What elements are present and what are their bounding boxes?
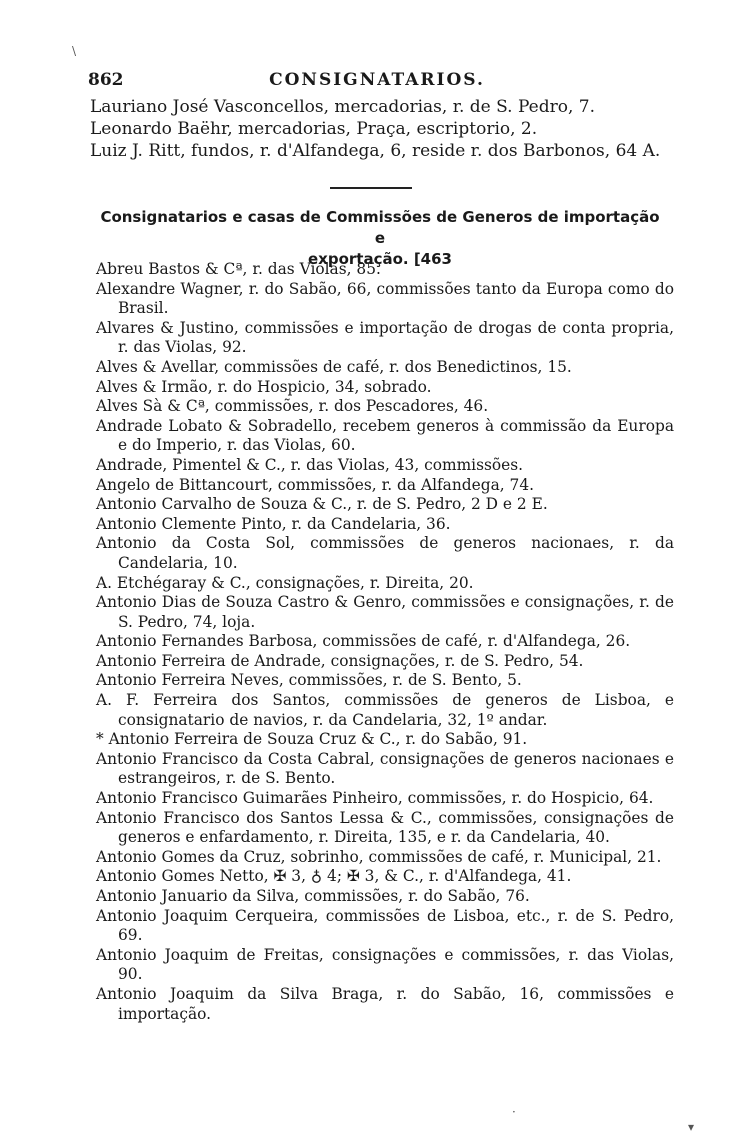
list-item: Antonio Francisco Guimarães Pinheiro, commissões, r. do Hospicio, 64. — [96, 789, 654, 808]
ink-speck: · — [512, 1105, 516, 1119]
consignee-list — [96, 260, 674, 1024]
list-item: Lauriano José Vasconcellos, mercadorias, r. de S. Pedro, 7. — [90, 97, 595, 117]
list-item: Leonardo Baëhr, mercadorias, Praça, escriptorio, 2. — [90, 119, 538, 139]
list-item: Alvares & Justino, commissões e importação de drogas de conta propria, r. das Violas, 92. — [96, 318, 674, 357]
running-title: CONSIGNATARIOS. — [269, 70, 485, 90]
list-item: Antonio Januario da Silva, commissões, r. do Sabão, 76. — [96, 887, 530, 905]
continued-entries — [90, 96, 680, 162]
page-number: 862 — [88, 70, 124, 90]
list-item: Antonio Ferreira de Andrade, consignações, r. de S. Pedro, 54. — [96, 651, 584, 670]
list-item: A. F. Ferreira dos Santos, commissões de generos de Lisboa, e consignatario de navios, r. da Candelaria, 32, 1º andar. — [96, 691, 674, 729]
list-item: Angelo de Bittancourt, commissões, r. da Alfandega, 74. — [96, 475, 535, 494]
section-title-line: exportação. [463 — [308, 250, 452, 268]
list-item: Luiz J. Ritt, fundos, r. d'Alfandega, 6, reside r. dos Barbonos, 64 A. — [90, 141, 661, 161]
list-item: Alves & Irmão, r. do Hospicio, 34, sobrado. — [96, 377, 432, 396]
section-title-line: Consignatarios e casas de Commissões de Generos de importação e — [100, 208, 660, 247]
list-item: Antonio Joaquim Cerqueira, commissões de Lisboa, etc., r. de S. Pedro, 69. — [96, 906, 674, 945]
list-item: Antonio Joaquim da Silva Braga, r. do Sabão, 16, commissões e importação. — [96, 984, 674, 1023]
list-item: Antonio Joaquim de Freitas, consignações e commissões, r. das Violas, 90. — [96, 945, 674, 984]
list-item: Antonio Gomes Netto, ✠ 3, ♁ 4; ✠ 3, & C., r. d'Alfandega, 41. — [96, 867, 572, 886]
list-item: Alves Sà & Cª, commissões, r. dos Pescadores, 46. — [96, 397, 489, 416]
section-divider — [330, 187, 412, 189]
list-item: A. Etchégaray & C., consignações, r. Direita, 20. — [96, 573, 474, 592]
ink-speck: \ — [72, 44, 77, 58]
list-item: * Antonio Ferreira de Souza Cruz & C., r. do Sabão, 91. — [96, 730, 528, 749]
list-item: Antonio Francisco da Costa Cabral, consignações de generos nacionaes e estrangeiros, r. de S. Bento. — [96, 749, 674, 788]
list-item: Abreu Bastos & Cª, r. das Violas, 85. — [96, 260, 381, 278]
list-item: Antonio Dias de Souza Castro & Genro, commissões e consignações, r. de S. Pedro, 74, loja. — [96, 593, 674, 631]
ink-speck: ▾ — [688, 1120, 695, 1134]
list-item: Antonio Gomes da Cruz, sobrinho, commissões de café, r. Municipal, 21. — [96, 847, 662, 866]
list-item: Antonio Clemente Pinto, r. da Candelaria, 36. — [96, 514, 451, 533]
list-item: Antonio da Costa Sol, commissões de generos nacionaes, r. da Candelaria, 10. — [96, 534, 674, 572]
list-item: Alexandre Wagner, r. do Sabão, 66, commissões tanto da Europa como do Brasil. — [96, 279, 674, 318]
page-header — [88, 70, 666, 94]
list-item: Antonio Francisco dos Santos Lessa & C., commissões, consignações de generos e enfardamento, r. Direita, 135, e r. da Candelaria, 40. — [96, 808, 674, 847]
list-item: Antonio Fernandes Barbosa, commissões de café, r. d'Alfandega, 26. — [96, 632, 631, 651]
list-item: Andrade, Pimentel & C., r. das Violas, 43, commissões. — [96, 455, 524, 474]
list-item: Antonio Ferreira Neves, commissões, r. de S. Bento, 5. — [96, 671, 522, 690]
list-item: Alves & Avellar, commissões de café, r. dos Benedictinos, 15. — [96, 357, 572, 376]
list-item: Andrade Lobato & Sobradello, recebem generos à commissão da Europa e do Imperio, r. das Violas, 60. — [96, 416, 674, 455]
list-item: Antonio Carvalho de Souza & C., r. de S. Pedro, 2 D e 2 E. — [96, 495, 548, 514]
